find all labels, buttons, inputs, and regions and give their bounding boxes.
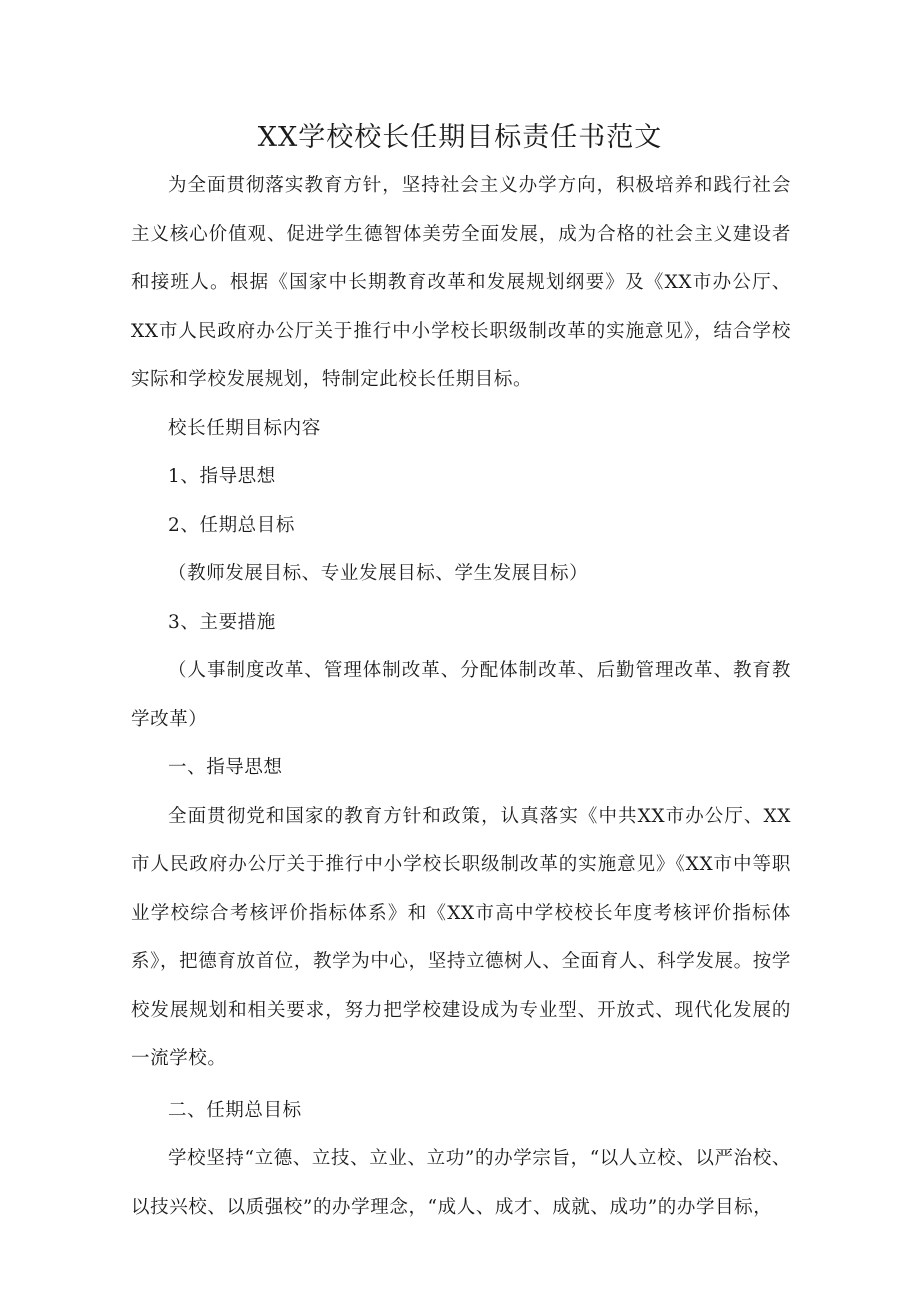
contents-item-3: 3、主要措施 bbox=[168, 611, 276, 633]
document-title: XX学校校长任期目标责任书范文 bbox=[257, 122, 663, 153]
contents-item-3-detail: （人事制度改革、管理体制改革、分配体制改革、后勤管理改革、教育教学改革） bbox=[131, 660, 791, 730]
section-1-heading: 一、指导思想 bbox=[168, 757, 283, 778]
section-2-paragraph: 学校坚持“立德、立技、立业、立功”的办学宗旨，“以人立校、以严治校、以技兴校、以质强校”的办学理念，“成人、成才、成就、成功”的办学目标， bbox=[131, 1148, 791, 1218]
contents-item-1: 1、指导思想 bbox=[168, 466, 276, 487]
document-body bbox=[131, 162, 791, 1232]
contents-item-2-detail: （教师发展目标、专业发展目标、学生发展目标） bbox=[168, 563, 589, 584]
section-1-paragraph: 全面贯彻党和国家的教育方针和政策，认真落实《中共XX市办公厅、XX市人民政府办公厅关于推行中小学校长职级制改革的实施意见》《XX市中等职业学校综合考核评价指标体系》和《XX市高中学校校长年度考核评价指标体系》，把德育放首位，教学为中心，坚持立德树人、全面育人、科学发展。按学校发展规划和相关要求，努力把学校建设成为专业型、开放式、现代化发展的一流学校。 bbox=[131, 805, 791, 1069]
intro-paragraph: 为全面贯彻落实教育方针，坚持社会主义办学方向，积极培养和践行社会主义核心价值观、促进学生德智体美劳全面发展，成为合格的社会主义建设者和接班人。根据《国家中长期教育改革和发展规划纲要》及《XX市办公厅、XX市人民政府办公厅关于推行中小学校长职级制改革的实施意见》，结合学校实际和学校发展规划，特制定此校长任期目标。 bbox=[131, 175, 791, 390]
contents-heading: 校长任期目标内容 bbox=[168, 417, 321, 439]
section-2-heading: 二、任期总目标 bbox=[168, 1099, 302, 1121]
contents-item-2: 2、任期总目标 bbox=[168, 514, 295, 536]
